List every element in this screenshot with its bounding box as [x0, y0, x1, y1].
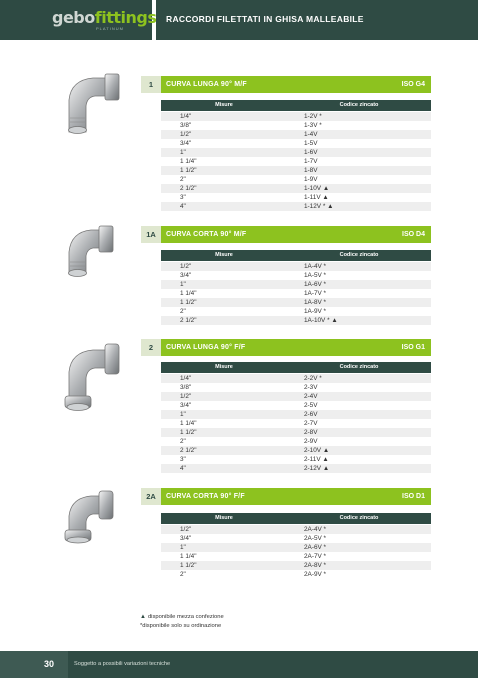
col-header-code: Codice zincato — [339, 364, 379, 370]
table-row: 2" 1-9V — [161, 175, 431, 184]
elbow-long-ff-image — [55, 338, 133, 412]
page-header — [0, 0, 478, 40]
footer-note: Soggetto a possibili variazioni tecniche — [74, 661, 171, 667]
table-header — [161, 513, 431, 524]
logo-text-gebo: gebo — [52, 8, 95, 27]
table-row: 2 1/2" 2-10V ▲ — [161, 446, 431, 455]
table-row: 3" 2-11V ▲ — [161, 455, 431, 464]
table-row: 1 1/4" 1A-7V * — [161, 289, 431, 298]
elbow-short-ff-image — [55, 488, 133, 544]
table-row: 1 1/4" 2-7V — [161, 419, 431, 428]
elbow-short-mf-image — [55, 222, 133, 278]
header-title-bar — [156, 0, 478, 40]
table-body — [161, 262, 431, 325]
table-row: 3/4" 1-5V — [161, 139, 431, 148]
table-row: 1/4" 1-2V * — [161, 112, 431, 121]
section-header-bar — [141, 339, 431, 356]
table-row: 3/8" 1-3V * — [161, 121, 431, 130]
table-body — [161, 525, 431, 579]
section-title: CURVA CORTA 90° F/F — [166, 493, 245, 500]
logo-subtitle: PLATINUM — [96, 26, 124, 31]
col-header-code: Codice zincato — [339, 102, 379, 108]
col-header-size: Misure — [215, 252, 233, 258]
table-row: 3/8" 2-3V — [161, 383, 431, 392]
table-row: 1 1/4" 1-7V — [161, 157, 431, 166]
table-row: 3/4" 1A-5V * — [161, 271, 431, 280]
table-body — [161, 374, 431, 473]
logo — [0, 0, 157, 40]
table-row: 1" 1A-6V * — [161, 280, 431, 289]
iso-code: ISO D1 — [402, 493, 425, 500]
col-header-size: Misure — [215, 515, 233, 521]
table-row: 2 1/2" 1A-10V * ▲ — [161, 316, 431, 325]
section-header-bar — [141, 76, 431, 93]
table-row: 1/2" 1A-4V * — [161, 262, 431, 271]
iso-code: ISO D4 — [402, 231, 425, 238]
triangle-icon: ▲ — [140, 614, 146, 620]
iso-code: ISO G4 — [401, 81, 425, 88]
table-row: 1 1/2" 2A-8V * — [161, 561, 431, 570]
legend-half-pack: disponibile mezza confezione — [147, 614, 224, 620]
table-row: 3" 1-11V ▲ — [161, 193, 431, 202]
table-body — [161, 112, 431, 211]
table-row: 2" 1A-9V * — [161, 307, 431, 316]
logo-text-fittings: fittings — [94, 8, 157, 27]
table-row: 1/2" 1-4V — [161, 130, 431, 139]
table-row: 1 1/2" 1-8V — [161, 166, 431, 175]
table-row: 1/2" 2A-4V * — [161, 525, 431, 534]
section-number: 1 — [141, 76, 161, 93]
legend-on-order: *disponibile solo su ordinazione — [140, 623, 222, 629]
section-header-bar — [141, 488, 431, 505]
section-title: CURVA LUNGA 90° M/F — [166, 81, 247, 88]
table-row: 1 1/2" 2-8V — [161, 428, 431, 437]
col-header-code: Codice zincato — [339, 252, 379, 258]
page-footer — [0, 651, 478, 678]
col-header-size: Misure — [215, 364, 233, 370]
table-row: 3/4" 2A-5V * — [161, 534, 431, 543]
section-title: CURVA CORTA 90° M/F — [166, 231, 247, 238]
section-title: CURVA LUNGA 90° F/F — [166, 344, 246, 351]
table-row: 1" 2A-6V * — [161, 543, 431, 552]
section-number: 1A — [141, 226, 161, 243]
elbow-long-mf-image — [55, 66, 133, 136]
table-row: 3/4" 2-5V — [161, 401, 431, 410]
section-number: 2A — [141, 488, 161, 505]
table-header — [161, 250, 431, 261]
col-header-size: Misure — [215, 102, 233, 108]
table-header — [161, 362, 431, 373]
table-row: 1" 1-6V — [161, 148, 431, 157]
section-number: 2 — [141, 339, 161, 356]
table-row: 2" 2-9V — [161, 437, 431, 446]
table-row: 1/2" 2-4V — [161, 392, 431, 401]
col-header-code: Codice zincato — [339, 515, 379, 521]
table-row: 1 1/2" 1A-8V * — [161, 298, 431, 307]
table-row: 4" 1-12V * ▲ — [161, 202, 431, 211]
legend — [140, 613, 224, 631]
table-row: 1 1/4" 2A-7V * — [161, 552, 431, 561]
page-number: 30 — [44, 659, 55, 669]
table-row: 2 1/2" 1-10V ▲ — [161, 184, 431, 193]
table-row: 1/4" 2-2V * — [161, 374, 431, 383]
table-header — [161, 100, 431, 111]
section-header-bar — [141, 226, 431, 243]
table-row: 1" 2-6V — [161, 410, 431, 419]
iso-code: ISO G1 — [401, 344, 425, 351]
page-title: RACCORDI FILETTATI IN GHISA MALLEABILE — [166, 14, 364, 24]
table-row: 4" 2-12V ▲ — [161, 464, 431, 473]
table-row: 2" 2A-9V * — [161, 570, 431, 579]
